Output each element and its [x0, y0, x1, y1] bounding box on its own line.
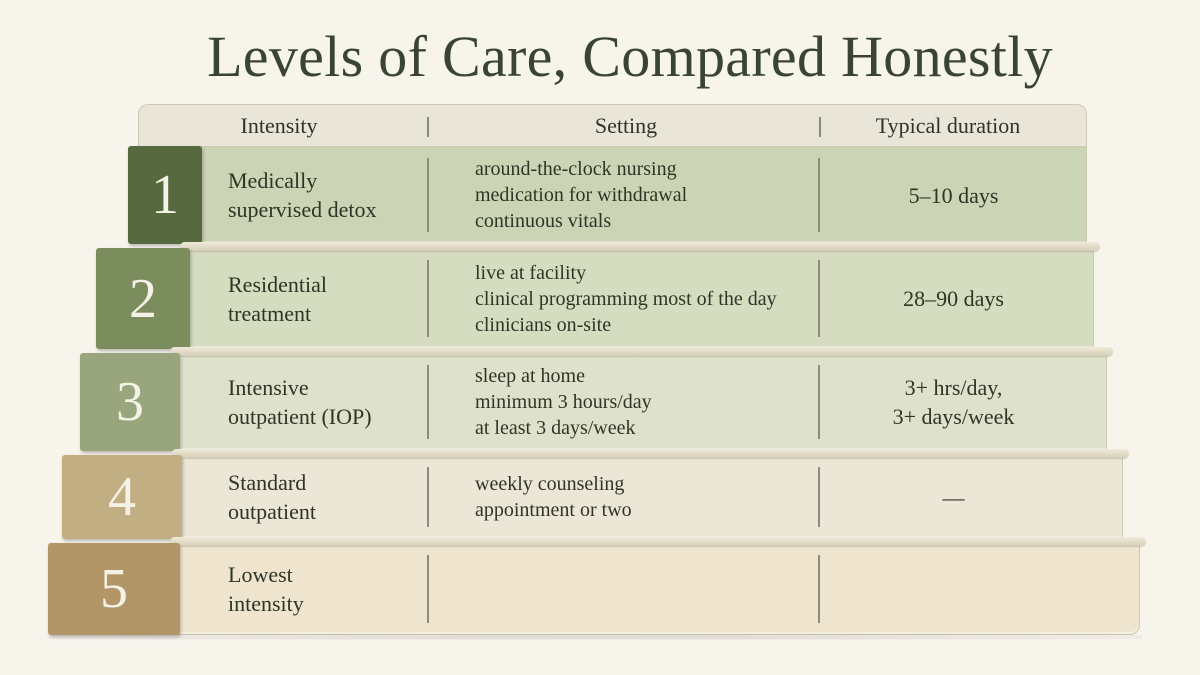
setting-cell: [475, 248, 815, 349]
setting-cell: [475, 543, 815, 635]
setting-cell: [475, 455, 815, 539]
setting-cell: [475, 146, 815, 244]
intensity-cell-line: Lowest: [228, 562, 293, 587]
duration-cell: [822, 543, 1085, 635]
level-number: 2: [129, 267, 157, 330]
intensity-cell: [228, 543, 418, 635]
level-number: 3: [116, 371, 144, 433]
setting-cell-line: medication for withdrawal: [475, 184, 688, 206]
setting-cell-line: continuous vitals: [475, 210, 612, 232]
setting-cell-line: live at facility: [475, 261, 587, 284]
level-number-tab: [62, 455, 182, 539]
setting-cell-line: around-the-clock nursing: [475, 158, 677, 180]
column-divider: [427, 260, 429, 337]
setting-cell: [475, 353, 815, 451]
page-title: Levels of Care, Compared Honestly: [207, 24, 1053, 89]
intensity-cell: [228, 248, 418, 349]
duration-cell: [822, 353, 1085, 451]
duration-cell-line: —: [942, 484, 965, 510]
intensity-cell-line: Intensive: [228, 375, 309, 400]
table-shadow: [50, 634, 1142, 640]
setting-cell-line: clinical programming most of the day: [475, 287, 777, 310]
intensity-cell: [228, 455, 418, 539]
level-number-tab: [48, 543, 180, 635]
column-divider: [427, 365, 429, 439]
level-number-tab: [80, 353, 180, 451]
header-divider: [819, 117, 821, 137]
intensity-cell: [228, 146, 418, 244]
setting-cell-line: clinicians on-site: [475, 313, 612, 336]
duration-cell: [822, 248, 1085, 349]
duration-cell: [822, 146, 1085, 244]
column-divider: [427, 158, 429, 232]
duration-cell-line: 28–90 days: [903, 286, 1004, 311]
column-divider: [818, 365, 820, 439]
level-number: 1: [151, 164, 179, 226]
header-divider: [427, 117, 429, 137]
column-divider: [427, 555, 429, 623]
column-divider: [427, 467, 429, 527]
table-row: [62, 455, 1123, 539]
level-number: 5: [100, 558, 128, 620]
setting-cell-line: weekly counseling: [475, 473, 625, 495]
header-setting: Setting: [594, 113, 658, 138]
column-divider: [818, 467, 820, 527]
table-header: [138, 104, 1087, 147]
setting-cell-line: appointment or two: [475, 499, 632, 521]
table-row: [80, 353, 1107, 451]
table-row: [96, 248, 1094, 349]
intensity-cell-line: intensity: [228, 591, 304, 616]
intensity-cell-line: Standard: [228, 470, 307, 495]
table-row: [128, 146, 1087, 244]
table-row: [48, 543, 1140, 635]
setting-cell-line: at least 3 days/week: [475, 417, 636, 439]
column-divider: [818, 260, 820, 337]
intensity-cell-line: outpatient: [228, 499, 316, 524]
intensity-cell-line: supervised detox: [228, 197, 377, 222]
level-number: 4: [108, 466, 136, 528]
duration-cell-line: 5–10 days: [908, 182, 999, 208]
setting-cell-line: sleep at home: [475, 365, 585, 387]
intensity-cell-line: treatment: [228, 300, 312, 326]
duration-cell: [822, 455, 1085, 539]
level-number-tab: [128, 146, 202, 244]
column-divider: [818, 555, 820, 623]
duration-cell-line: 3+ hrs/day,: [904, 375, 1003, 400]
header-duration: Typical duration: [875, 113, 1021, 138]
setting-cell-line: minimum 3 hours/day: [475, 391, 652, 413]
header-intensity: Intensity: [240, 113, 318, 138]
column-divider: [818, 158, 820, 232]
intensity-cell-line: Medically: [228, 168, 318, 193]
intensity-cell: [228, 353, 418, 451]
level-number-tab: [96, 248, 190, 349]
intensity-cell-line: Residential: [228, 271, 327, 297]
duration-cell-line: 3+ days/week: [892, 404, 1015, 429]
intensity-cell-line: outpatient (IOP): [228, 404, 372, 429]
